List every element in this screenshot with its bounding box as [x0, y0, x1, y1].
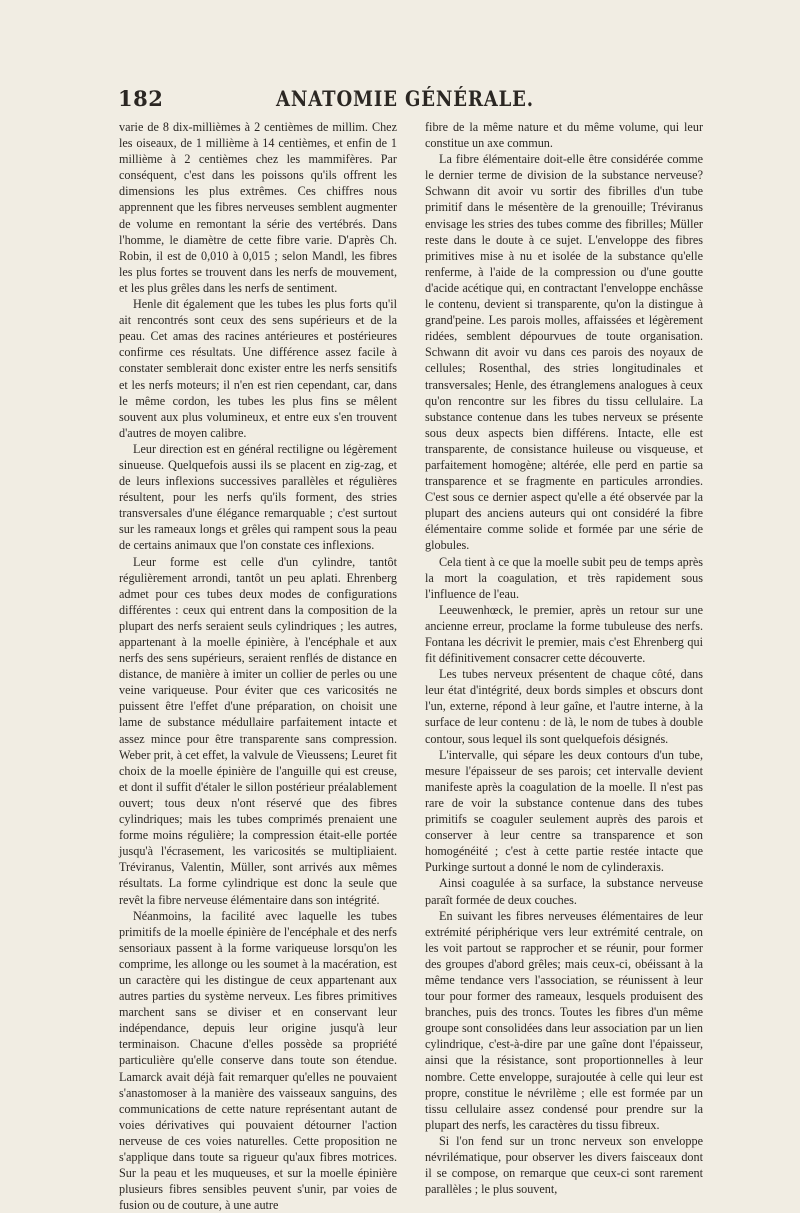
- paragraph: Leur forme est celle d'un cylindre, tantôt régulièrement arrondi, tantôt un peu aplati. Ehrenberg admet pour ces tubes deux modes de configurations différentes : ceux qui entrent dans la composition de la plupart des nerfs seraient seuls cylindriques ; les autres, appartenant à la moelle épinière, à l'encéphale et aux nerfs des sens supérieurs, seraient renflés de distance en distance, de manière à imiter un collier de perles ou une veine variqueuse. Pour éviter que ces varicosités ne puissent être l'effet d'une préparation, on choisit une lame de substance médullaire parfaitement intacte et assez mince pour être transparente sans compression. Weber prit, à cet effet, la valvule de Vieussens; Leuret fit choix de la moelle épinière de l'anguille qui est creuse, et dont il suffit d'étaler le sillon postérieur préalablement ouvert; tous deux n'ont réservé que des fibres cylindriques; mais les tubes comprimés prenaient une forme moins régulière; la compression était-elle portée jusqu'à l'écrasement, les varicosités se multipliaient. Tréviranus, Valentin, Müller, sont arrivés aux mêmes résultats. La forme cylindrique est donc la seule que revêt la fibre nerveuse élémentaire dans son intégrité.: [119, 554, 397, 907]
- paragraph: Leur direction est en général rectiligne ou légèrement sinueuse. Quelquefois aussi ils se placent en zig-zag, et de leurs inflexions successives parallèles et régulières résultent, pour les nerfs qu'ils forment, des stries transversales d'une élégance remarquable ; c'est surtout sur les rameaux longs et grêles qui rampent sous la peau de certains animaux que l'on constate ces inflexions.: [119, 441, 397, 553]
- page-number: 182: [118, 86, 164, 111]
- page-header: [118, 86, 692, 116]
- paragraph: fibre de la même nature et du même volume, qui leur constitue un axe commun.: [425, 120, 703, 151]
- paragraph: Cela tient à ce que la moelle subit peu de temps après la mort la coagulation, et très rapidement sous l'influence de l'eau.: [425, 554, 703, 601]
- paragraph: L'intervalle, qui sépare les deux contours d'un tube, mesure l'épaisseur de ses parois; cet intervalle devient manifeste après la coagulation de la moelle. Il n'est pas rare de voir la substance contenue dans des tubes primitifs se coaguler seulement auprès des parois et conserver à leur centre sa transparence et son homogénéité ; c'est à cette partie restée intacte que Purkinge surtout a donné le nom de cylinderaxis.: [425, 747, 703, 875]
- paragraph: Leeuwenhœck, le premier, après un retour sur une ancienne erreur, proclame la forme tubuleuse des nerfs. Fontana les décrivit le premier, mais c'est Ehrenberg qui fit définitivement consacrer cette découverte.: [425, 602, 703, 666]
- right-column: [425, 119, 703, 1197]
- paragraph: En suivant les fibres nerveuses élémentaires de leur extrémité périphérique vers leur extrémité centrale, on les voit partout se rapprocher et se réunir, pour former des groupes d'abord grêles; mais ceux-ci, obéissant à la même tendance vers l'association, se réunissent à leur tour pour former des rameaux, lesquels produisent des branches, puis des troncs. Toutes les fibres d'un même groupe sont consolidées dans leur association par un lien cylindrique, c'est-à-dire par une gaîne dont l'épaisseur, ainsi que la résistance, sont proportionnelles à leur nombre. Cette enveloppe, surajoutée à celle qui leur est propre, constitue le névrilème ; elle est formée par un tissu cellulaire assez condensé pour prendre sur la plupart des nerfs, les caractères du tissu fibreux.: [425, 908, 703, 1132]
- paragraph: Si l'on fend sur un tronc nerveux son enveloppe névrilématique, pour observer les divers faisceaux dont il se compose, on remarque que ceux-ci sont rarement parallèles ; le plus souvent,: [425, 1133, 703, 1197]
- running-title: ANATOMIE GÉNÉRALE.: [276, 86, 534, 111]
- paragraph: Ainsi coagulée à sa surface, la substance nerveuse paraît formée de deux couches.: [425, 876, 703, 907]
- paragraph: Néanmoins, la facilité avec laquelle les tubes primitifs de la moelle épinière de l'encéphale et des nerfs sensoriaux passent à la forme variqueuse lorsqu'on les comprime, les allonge ou les soumet à la macération, est un caractère qui les distingue de ceux appartenant aux autres parties du système nerveux. Les fibres primitives marchent sans se diviser et en conservant leur indépendance, depuis leur origine jusqu'à leur terminaison. Chacune d'elles possède sa propriété particulière qu'elle conserve dans toute son étendue. Lamarck avait déjà fait remarquer qu'elles ne pouvaient s'anastomoser à la manière des vaisseaux sanguins, des communications de cette nature représentant autant de voies dérivatives qui pouvaient détourner l'action nerveuse de ces voies naturelles. Cette proposition ne s'applique dans toute sa rigueur qu'aux fibres motrices. Sur la peau et les muqueuses, et sur la moelle épinière plusieurs fibres sensibles peuvent s'unir, par voies de fusion ou de couture, à une autre: [119, 908, 397, 1213]
- left-column: [119, 119, 397, 1213]
- paragraph: Les tubes nerveux présentent de chaque côté, dans leur état d'intégrité, deux bords simples et obscurs dont l'un, externe, répond à leur gaîne, et l'autre interne, à la surface de leur contenu : de là, le nom de tubes à double contour, sous lequel ils sont quelquefois désignés.: [425, 667, 703, 746]
- paragraph: varie de 8 dix-millièmes à 2 centièmes de millim. Chez les oiseaux, de 1 millième à 14 centièmes, et enfin de 1 millième à 2 centièmes chez les mammifères. Par conséquent, c'est dans les poissons qu'ils offrent les dimensions les plus extrêmes. Ces chiffres nous apprennent que les fibres nerveuses semblent augmenter de volume en remontant la série des vertébrés. Dans l'homme, le diamètre de cette fibre varie. D'après Ch. Robin, il est de 0,010 à 0,015 ; selon Mandl, les fibres les plus fortes se trouvent dans les nerfs de mouvement, et les plus grêles dans les nerfs de sentiment.: [119, 120, 397, 295]
- paragraph: Henle dit également que les tubes les plus forts qu'il ait rencontrés sont ceux des sens supérieurs et de la peau. Cet amas des racines antérieures et postérieures confirme ces résultats. Une différence assez facile à constater semblerait donc exister entre les nerfs sensitifs et les nerfs moteurs; il n'en est rien cependant, car, dans le même cordon, les tubes les plus fins se mêlent souvent aux plus volumineux, et entre eux s'en trouvent d'autres de moyen calibre.: [119, 297, 397, 440]
- paragraph: La fibre élémentaire doit-elle être considérée comme le dernier terme de division de la substance nerveuse? Schwann dit avoir vu sortir des fibrilles d'un tube primitif dans le mésentère de la grenouille; Tréviranus envisage les stries des tubes comme des fibrilles; Müller reste dans le doute à ce sujet. L'enveloppe des fibres primitives mise à nu et isolée de la substance qu'elle renferme, à l'aide de la compression ou d'une goutte d'acide acétique qui, en contractant l'enveloppe enchâsse le contenu, devient si transparente, qu'on la distingue à grand'peine. Les parois molles, affaissées et légèrement ridées, semblent dépourvues de toute organisation. Schwann dit avoir vu dans ces parois des noyaux de cellules; Rosenthal, des stries longitudinales et transversales; Henle, des étranglemens analogues à ceux qu'on rencontre sur les fibres du tissu cellulaire. La substance contenue dans les tubes nerveux se présente sous deux aspects bien différens. Intacte, elle est transparente, de consistance huileuse ou visqueuse, et parfaitement homogène; altérée, elle perd en partie sa transparence et se fragmente en particules arrondies. C'est sous ce dernier aspect qu'elle a été observée par la plupart des anciens auteurs qui ont considéré la fibre élémentaire comme solide et formée par une série de globules.: [425, 152, 703, 553]
